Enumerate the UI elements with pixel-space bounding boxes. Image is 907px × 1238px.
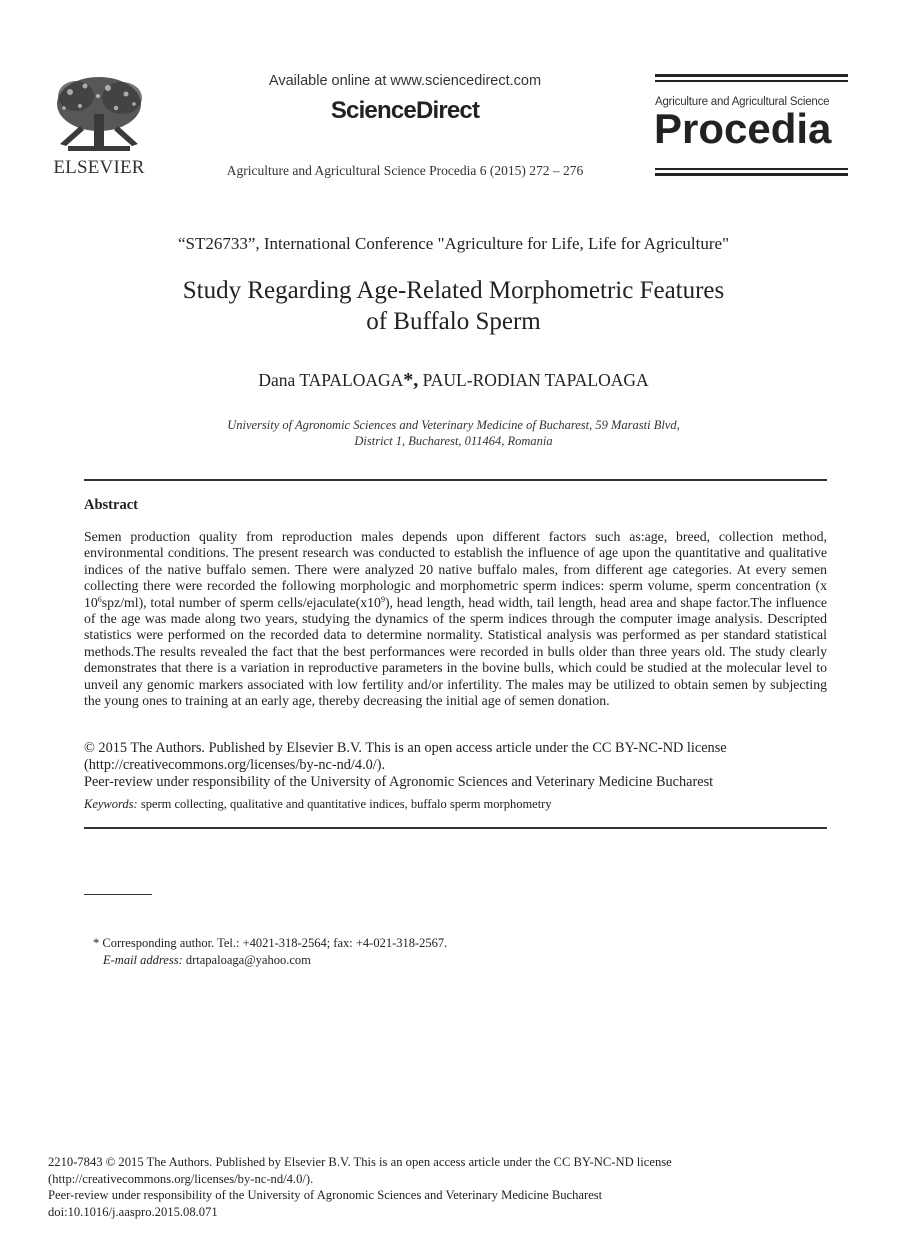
author-2: PAUL-RODIAN TAPALOAGA [422, 370, 649, 390]
email-line [93, 952, 793, 969]
license-link[interactable]: (http://creativecommons.org/licenses/by-nc-nd/4.0/). [84, 756, 386, 773]
abstract-part-2: spz/ml), total number of sperm cells/ejaculate(x10 [101, 594, 381, 610]
bottom-peer-review: Peer-review under responsibility of the University of Agronomic Sciences and Veterinary Medicine Bucharest [48, 1188, 603, 1203]
corresponding-author: * Corresponding author. Tel.: +4021-318-2564; fax: +4-021-318-2567. [93, 936, 448, 950]
title-line-2: of Buffalo Sperm [366, 308, 541, 335]
logo-rule-bottom-thin [655, 168, 848, 170]
abstract-part-3: ), head length, head width, tail length, head area and shape factor.The influence of the age was made along two years, studying the dynamics of the sperm indices through the computer image analysis. Descripted statistics were performed on the recorded data to determine normality. Statistical analysis was performed as per standard statistical methods.The results revealed the fact that the best performances were recorded in bulls older than three years old. The study clearly demonstrates that there is a variation in reproductive parameters in the bovine bulls, which could be studied at the molecular level to unveil any genomic markers associated with low fertility and/or infertility. The males may be utilized to obtain semen by subjecting the young ones to training at an early age, thereby decreasing the initial age of semen donation. [84, 594, 827, 709]
journal-reference: Agriculture and Agricultural Science Procedia 6 (2015) 272 – 276 [226, 163, 584, 178]
affiliation [100, 417, 807, 449]
divider-bottom [84, 827, 827, 829]
affiliation-line-1: University of Agronomic Sciences and Veterinary Medicine of Bucharest, 59 Marasti Blvd, [227, 418, 680, 432]
abstract-part-1: Semen production quality from reproduction males depends upon different factors such as:age, breed, collection method, environmental conditions. The present research was conducted to establish the influence of age upon the quantitative and qualitative indices of the native buffalo semen. There were analyzed 20 native buffalo males, from different age categories. At every semen collecting there were recorded the following morphologic and morphometric sperm indices: sperm volume, sperm concentration (x 10 [84, 529, 827, 610]
authors [60, 369, 847, 392]
journal-name: Procedia [654, 105, 832, 152]
keywords-text: sperm collecting, qualitative and quantitative indices, buffalo sperm morphometry [137, 797, 552, 811]
footnote-rule [84, 894, 152, 895]
author-1: Dana TAPALOAGA [258, 370, 404, 390]
abstract-sup-1: 6 [97, 594, 102, 604]
keywords [84, 797, 827, 812]
elsevier-logo [50, 74, 148, 184]
elsevier-tree-icon [50, 74, 148, 156]
available-online-text: Available online at www.sciencedirect.com [268, 73, 542, 89]
bottom-matter [48, 1154, 848, 1220]
conference-name: “ST26733”, International Conference "Agriculture for Life, Life for Agriculture" [177, 234, 730, 253]
abstract-sup-2: 9 [380, 594, 385, 604]
email-label: E-mail address: [103, 952, 183, 967]
license-line-1: © 2015 The Authors. Published by Elsevier B.V. This is an open access article under the CC BY-NC-ND license [84, 740, 727, 756]
peer-review-line: Peer-review under responsibility of the University of Agronomic Sciences and Veterinary Medicine Bucharest [84, 773, 714, 790]
abstract-heading: Abstract [84, 497, 138, 513]
keywords-label: Keywords: [84, 797, 138, 811]
title-line-1: Study Regarding Age-Related Morphometric Features [182, 277, 725, 304]
divider-top [84, 479, 827, 481]
bottom-license-link[interactable]: (http://creativecommons.org/licenses/by-nc-nd/4.0/). [48, 1171, 314, 1186]
paper-title [60, 275, 847, 337]
affiliation-line-2: District 1, Bucharest, 011464, Romania [354, 434, 553, 448]
elsevier-wordmark: ELSEVIER [53, 157, 145, 178]
footnote [93, 935, 793, 968]
corresponding-mark: *, [403, 369, 419, 391]
logo-rule-top [655, 74, 848, 77]
email-address[interactable]: drtapaloaga@yahoo.com [182, 952, 311, 967]
journal-subtitle: Agriculture and Agricultural Science [655, 96, 830, 108]
doi[interactable]: doi:10.1016/j.aaspro.2015.08.071 [48, 1204, 218, 1219]
logo-rule-bottom [655, 173, 848, 176]
issn-license-line: 2210-7843 © 2015 The Authors. Published by Elsevier B.V. This is an open access article under the CC BY-NC-ND license [48, 1155, 672, 1169]
procedia-logo [655, 74, 848, 176]
abstract-text [84, 529, 827, 709]
logo-rule-top-thin [655, 80, 848, 82]
license-statement [84, 740, 827, 790]
sciencedirect-logo: ScienceDirect [330, 97, 480, 124]
